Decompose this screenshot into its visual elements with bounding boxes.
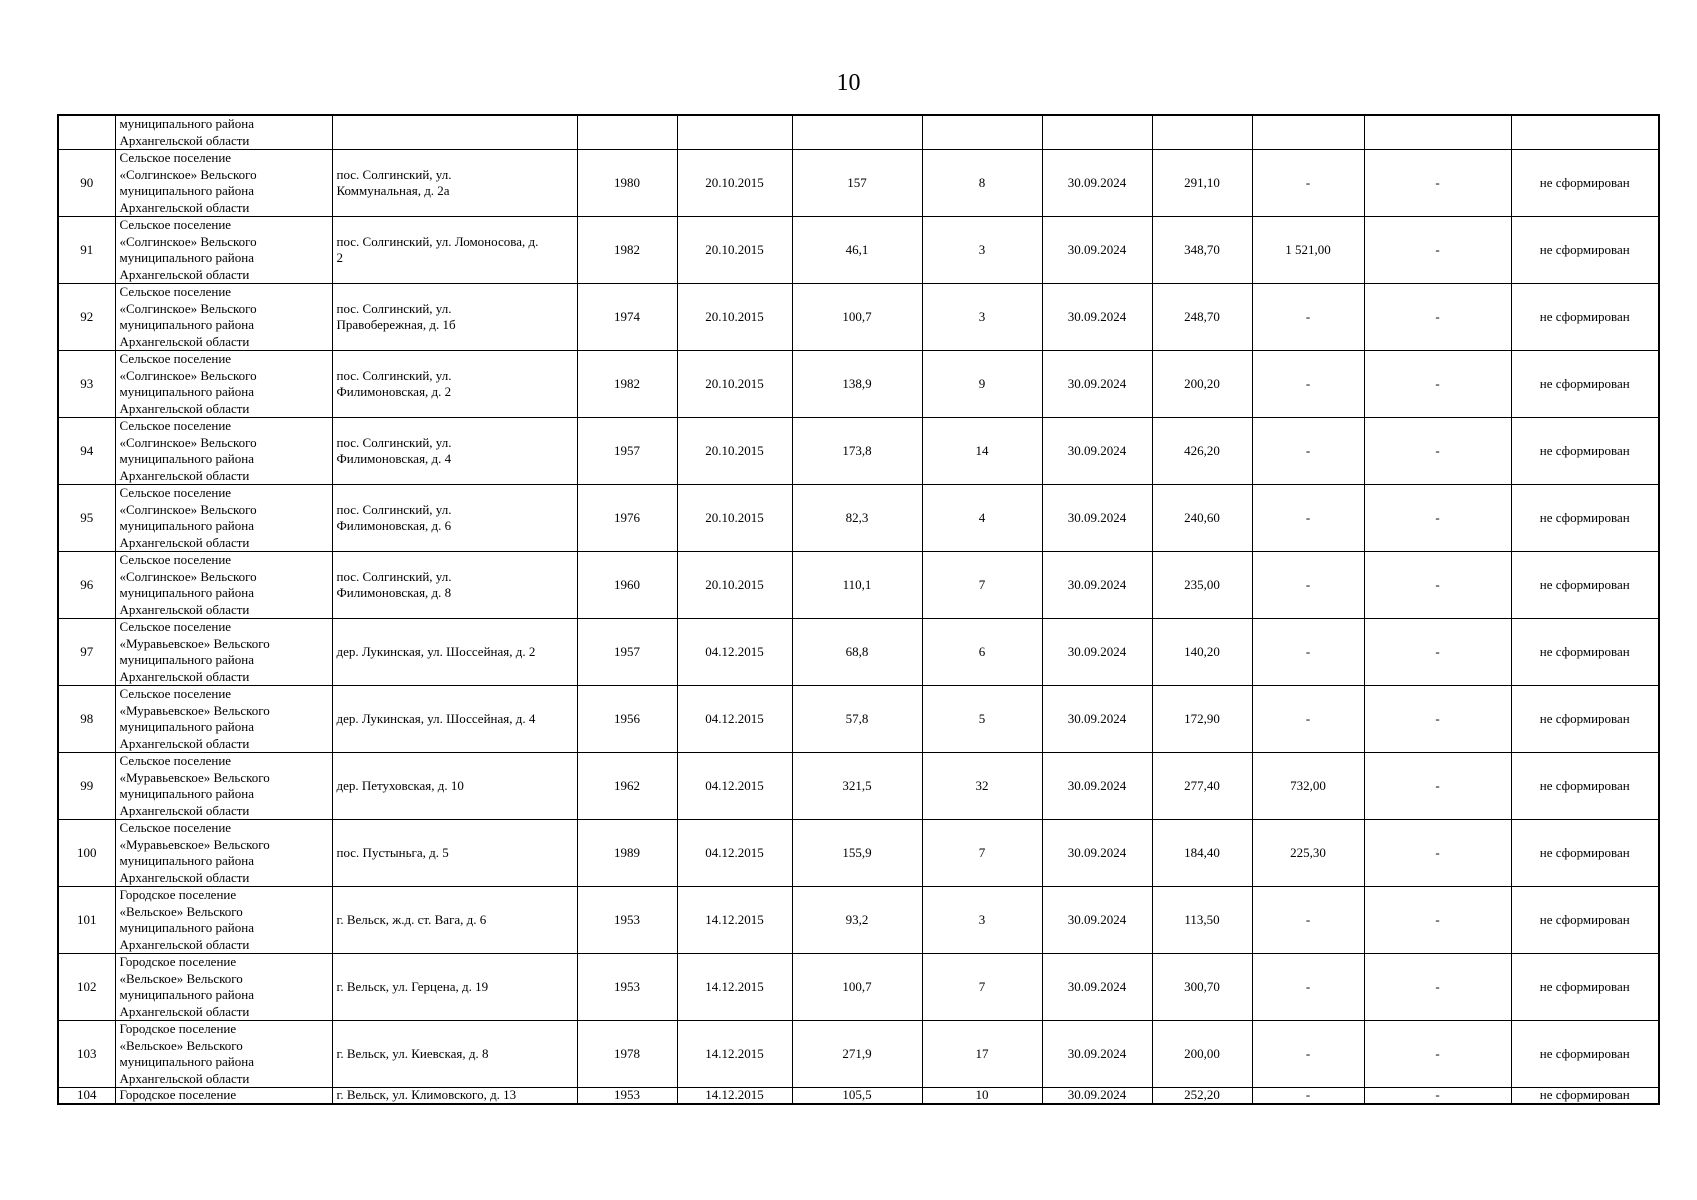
cell-value-2: - — [1364, 552, 1511, 619]
cell-address: г. Вельск, ул. Герцена, д. 19 — [332, 954, 577, 1021]
cell-date: 20.10.2015 — [677, 485, 792, 552]
cell-deadline: 30.09.2024 — [1042, 1021, 1152, 1088]
cell-date: 20.10.2015 — [677, 284, 792, 351]
table-row — [58, 820, 1659, 887]
cell-year: 1957 — [577, 418, 677, 485]
cell-residents: 7 — [922, 820, 1042, 887]
cell-date: 20.10.2015 — [677, 418, 792, 485]
cell-area-2: 113,50 — [1152, 887, 1252, 954]
table-row-continued — [58, 115, 1659, 150]
cell-date: 14.12.2015 — [677, 1088, 792, 1105]
cell-area: 57,8 — [792, 686, 922, 753]
cell-num: 94 — [58, 418, 115, 485]
cell-value-1: 1 521,00 — [1252, 217, 1364, 284]
cell-year: 1960 — [577, 552, 677, 619]
cell-area-2: 140,20 — [1152, 619, 1252, 686]
cell-status: не сформирован — [1511, 1021, 1659, 1088]
cell-year: 1978 — [577, 1021, 677, 1088]
cell-year: 1953 — [577, 954, 677, 1021]
cell-value-1: - — [1252, 418, 1364, 485]
cell-year: 1982 — [577, 217, 677, 284]
cell-area-2: 184,40 — [1152, 820, 1252, 887]
table-row — [58, 753, 1659, 820]
cell-area-2: 252,20 — [1152, 1088, 1252, 1105]
cell-area: 100,7 — [792, 954, 922, 1021]
cell-deadline: 30.09.2024 — [1042, 284, 1152, 351]
table-row — [58, 351, 1659, 418]
cell-value-2: - — [1364, 686, 1511, 753]
cell-residents: 9 — [922, 351, 1042, 418]
cell-num: 102 — [58, 954, 115, 1021]
cell-municipality: Городское поселение «Вельское» Вельского муниципального района Архангельской области — [115, 1021, 332, 1088]
cell-date: 04.12.2015 — [677, 820, 792, 887]
cell-date: 04.12.2015 — [677, 753, 792, 820]
cell-deadline: 30.09.2024 — [1042, 686, 1152, 753]
cell-area-2: 248,70 — [1152, 284, 1252, 351]
cell-num: 96 — [58, 552, 115, 619]
table-row — [58, 418, 1659, 485]
cell-area-2: 291,10 — [1152, 150, 1252, 217]
table-row — [58, 954, 1659, 1021]
cell-municipality: Городское поселение «Вельское» Вельского муниципального района Архангельской области — [115, 954, 332, 1021]
cell-status: не сформирован — [1511, 753, 1659, 820]
cell-municipality: Сельское поселение «Солгинское» Вельского муниципального района Архангельской области — [115, 284, 332, 351]
cell-status: не сформирован — [1511, 1088, 1659, 1105]
cell-residents: 4 — [922, 485, 1042, 552]
cell-residents: 6 — [922, 619, 1042, 686]
table-row — [58, 485, 1659, 552]
cell-num: 103 — [58, 1021, 115, 1088]
cell-municipality: Сельское поселение «Солгинское» Вельского муниципального района Архангельской области — [115, 552, 332, 619]
cell-date: 20.10.2015 — [677, 351, 792, 418]
cell-num: 92 — [58, 284, 115, 351]
cell-status: не сформирован — [1511, 820, 1659, 887]
cell-residents: 7 — [922, 954, 1042, 1021]
cell-area-2: 200,00 — [1152, 1021, 1252, 1088]
cell-year: 1956 — [577, 686, 677, 753]
cell-address: пос. Пустыньга, д. 5 — [332, 820, 577, 887]
cell-value-1: - — [1252, 1088, 1364, 1105]
cell-date: 04.12.2015 — [677, 619, 792, 686]
table-row — [58, 150, 1659, 217]
cell-value-1: - — [1252, 351, 1364, 418]
table-row — [58, 552, 1659, 619]
cell-area: 271,9 — [792, 1021, 922, 1088]
registry-table-body — [58, 115, 1659, 1104]
cell-area-2: 426,20 — [1152, 418, 1252, 485]
cell-value-1: 225,30 — [1252, 820, 1364, 887]
cell-value-2: - — [1364, 1088, 1511, 1105]
cell-value-2: - — [1364, 820, 1511, 887]
cell-value-1: - — [1252, 686, 1364, 753]
cell-status: не сформирован — [1511, 284, 1659, 351]
table-row — [58, 619, 1659, 686]
cell-value-2: - — [1364, 887, 1511, 954]
cell-status: не сформирован — [1511, 418, 1659, 485]
cell-deadline: 30.09.2024 — [1042, 954, 1152, 1021]
cell-value-2: - — [1364, 954, 1511, 1021]
cell-municipality: Сельское поселение «Муравьевское» Вельского муниципального района Архангельской области — [115, 753, 332, 820]
cell-area-2: 240,60 — [1152, 485, 1252, 552]
cell-area: 173,8 — [792, 418, 922, 485]
cell-address: дер. Петуховская, д. 10 — [332, 753, 577, 820]
cell-deadline: 30.09.2024 — [1042, 552, 1152, 619]
cell-value-2: - — [1364, 753, 1511, 820]
cell-residents: 32 — [922, 753, 1042, 820]
cell-residents: 3 — [922, 217, 1042, 284]
cell-value-1: - — [1252, 485, 1364, 552]
cell-area: 157 — [792, 150, 922, 217]
table-row — [58, 887, 1659, 954]
cell-municipality: Сельское поселение «Солгинское» Вельского муниципального района Архангельской области — [115, 150, 332, 217]
cell-deadline: 30.09.2024 — [1042, 753, 1152, 820]
cell-num: 90 — [58, 150, 115, 217]
cell-value-1: - — [1252, 150, 1364, 217]
cell-status: не сформирован — [1511, 887, 1659, 954]
cell-residents: 14 — [922, 418, 1042, 485]
cell-area-2: 172,90 — [1152, 686, 1252, 753]
cell-num: 104 — [58, 1088, 115, 1105]
cell-num: 99 — [58, 753, 115, 820]
cell-year: 1957 — [577, 619, 677, 686]
cell-area: 82,3 — [792, 485, 922, 552]
cell-date: 04.12.2015 — [677, 686, 792, 753]
cell-deadline: 30.09.2024 — [1042, 150, 1152, 217]
cell-residents: 8 — [922, 150, 1042, 217]
cell-address: пос. Солгинский, ул. Филимоновская, д. 2 — [332, 351, 577, 418]
cell-date: 20.10.2015 — [677, 150, 792, 217]
cell-num: 91 — [58, 217, 115, 284]
cell-num: 101 — [58, 887, 115, 954]
cell-status: не сформирован — [1511, 150, 1659, 217]
cell-deadline: 30.09.2024 — [1042, 351, 1152, 418]
cell-municipality: Сельское поселение «Солгинское» Вельского муниципального района Архангельской области — [115, 217, 332, 284]
cell-num — [58, 115, 115, 150]
cell-date: 14.12.2015 — [677, 887, 792, 954]
cell-value-1: - — [1252, 284, 1364, 351]
cell-status: не сформирован — [1511, 217, 1659, 284]
cell-date: 14.12.2015 — [677, 954, 792, 1021]
cell-deadline: 30.09.2024 — [1042, 485, 1152, 552]
cell-year: 1953 — [577, 1088, 677, 1105]
cell-address: пос. Солгинский, ул. Филимоновская, д. 6 — [332, 485, 577, 552]
cell-num: 97 — [58, 619, 115, 686]
cell-value-1: - — [1252, 887, 1364, 954]
cell-year: 1976 — [577, 485, 677, 552]
cell-municipality: Сельское поселение «Муравьевское» Вельского муниципального района Архангельской области — [115, 619, 332, 686]
cell-deadline: 30.09.2024 — [1042, 619, 1152, 686]
table-row-last — [58, 1088, 1659, 1105]
cell-municipality: Сельское поселение «Муравьевское» Вельского муниципального района Архангельской области — [115, 686, 332, 753]
cell-num: 98 — [58, 686, 115, 753]
cell-value-2: - — [1364, 217, 1511, 284]
cell-num: 93 — [58, 351, 115, 418]
cell-residents: 3 — [922, 887, 1042, 954]
cell-deadline: 30.09.2024 — [1042, 887, 1152, 954]
cell-area-2: 277,40 — [1152, 753, 1252, 820]
cell-address: дер. Лукинская, ул. Шоссейная, д. 2 — [332, 619, 577, 686]
cell-address: дер. Лукинская, ул. Шоссейная, д. 4 — [332, 686, 577, 753]
cell-year: 1974 — [577, 284, 677, 351]
cell-status: не сформирован — [1511, 954, 1659, 1021]
cell-value-2: - — [1364, 284, 1511, 351]
cell-municipality: муниципального района Архангельской области — [115, 115, 332, 150]
cell-value-1: - — [1252, 1021, 1364, 1088]
cell-status: не сформирован — [1511, 351, 1659, 418]
cell-address: г. Вельск, ж.д. ст. Вага, д. 6 — [332, 887, 577, 954]
cell-num: 95 — [58, 485, 115, 552]
cell-year: 1980 — [577, 150, 677, 217]
cell-area: 46,1 — [792, 217, 922, 284]
cell-status: не сформирован — [1511, 686, 1659, 753]
cell-value-1: - — [1252, 552, 1364, 619]
cell-deadline: 30.09.2024 — [1042, 418, 1152, 485]
cell-residents: 17 — [922, 1021, 1042, 1088]
cell-residents: 7 — [922, 552, 1042, 619]
cell-value-2: - — [1364, 418, 1511, 485]
cell-status: не сформирован — [1511, 485, 1659, 552]
cell-deadline: 30.09.2024 — [1042, 820, 1152, 887]
cell-address: пос. Солгинский, ул. Правобережная, д. 1б — [332, 284, 577, 351]
cell-year: 1982 — [577, 351, 677, 418]
cell-area: 100,7 — [792, 284, 922, 351]
cell-area-2: 235,00 — [1152, 552, 1252, 619]
table-row — [58, 1021, 1659, 1088]
cell-date: 20.10.2015 — [677, 552, 792, 619]
cell-residents: 10 — [922, 1088, 1042, 1105]
cell-municipality: Сельское поселение «Солгинское» Вельского муниципального района Архангельской области — [115, 351, 332, 418]
cell-municipality: Городское поселение «Вельское» Вельского муниципального района Архангельской области — [115, 887, 332, 954]
cell-area: 110,1 — [792, 552, 922, 619]
cell-address: пос. Солгинский, ул. Филимоновская, д. 4 — [332, 418, 577, 485]
cell-year: 1962 — [577, 753, 677, 820]
cell-area: 155,9 — [792, 820, 922, 887]
cell-status: не сформирован — [1511, 619, 1659, 686]
cell-area: 321,5 — [792, 753, 922, 820]
cell-municipality: Сельское поселение «Солгинское» Вельского муниципального района Архангельской области — [115, 418, 332, 485]
cell-area: 105,5 — [792, 1088, 922, 1105]
table-row — [58, 686, 1659, 753]
cell-value-2: - — [1364, 619, 1511, 686]
cell-municipality: Сельское поселение «Муравьевское» Вельского муниципального района Архангельской области — [115, 820, 332, 887]
cell-year: 1989 — [577, 820, 677, 887]
cell-area: 138,9 — [792, 351, 922, 418]
cell-area: 93,2 — [792, 887, 922, 954]
cell-value-2: - — [1364, 351, 1511, 418]
cell-area-2: 348,70 — [1152, 217, 1252, 284]
cell-deadline: 30.09.2024 — [1042, 217, 1152, 284]
cell-address: пос. Солгинский, ул. Филимоновская, д. 8 — [332, 552, 577, 619]
cell-residents: 5 — [922, 686, 1042, 753]
cell-area-2: 200,20 — [1152, 351, 1252, 418]
cell-value-2: - — [1364, 485, 1511, 552]
table-row — [58, 284, 1659, 351]
cell-year: 1953 — [577, 887, 677, 954]
cell-address: пос. Солгинский, ул. Ломоносова, д. 2 — [332, 217, 577, 284]
page-number: 10 — [836, 70, 861, 96]
cell-address: г. Вельск, ул. Киевская, д. 8 — [332, 1021, 577, 1088]
cell-residents: 3 — [922, 284, 1042, 351]
table-row — [58, 217, 1659, 284]
registry-table — [57, 114, 1660, 1105]
cell-value-1: 732,00 — [1252, 753, 1364, 820]
cell-date: 20.10.2015 — [677, 217, 792, 284]
cell-deadline: 30.09.2024 — [1042, 1088, 1152, 1105]
cell-value-1: - — [1252, 619, 1364, 686]
cell-address: г. Вельск, ул. Климовского, д. 13 — [332, 1088, 577, 1105]
cell-address: пос. Солгинский, ул. Коммунальная, д. 2а — [332, 150, 577, 217]
cell-value-1: - — [1252, 954, 1364, 1021]
cell-status: не сформирован — [1511, 552, 1659, 619]
cell-municipality: Сельское поселение «Солгинское» Вельского муниципального района Архангельской области — [115, 485, 332, 552]
cell-area: 68,8 — [792, 619, 922, 686]
cell-num: 100 — [58, 820, 115, 887]
cell-municipality: Городское поселение — [115, 1088, 332, 1105]
cell-value-2: - — [1364, 150, 1511, 217]
cell-area-2: 300,70 — [1152, 954, 1252, 1021]
cell-value-2: - — [1364, 1021, 1511, 1088]
cell-date: 14.12.2015 — [677, 1021, 792, 1088]
